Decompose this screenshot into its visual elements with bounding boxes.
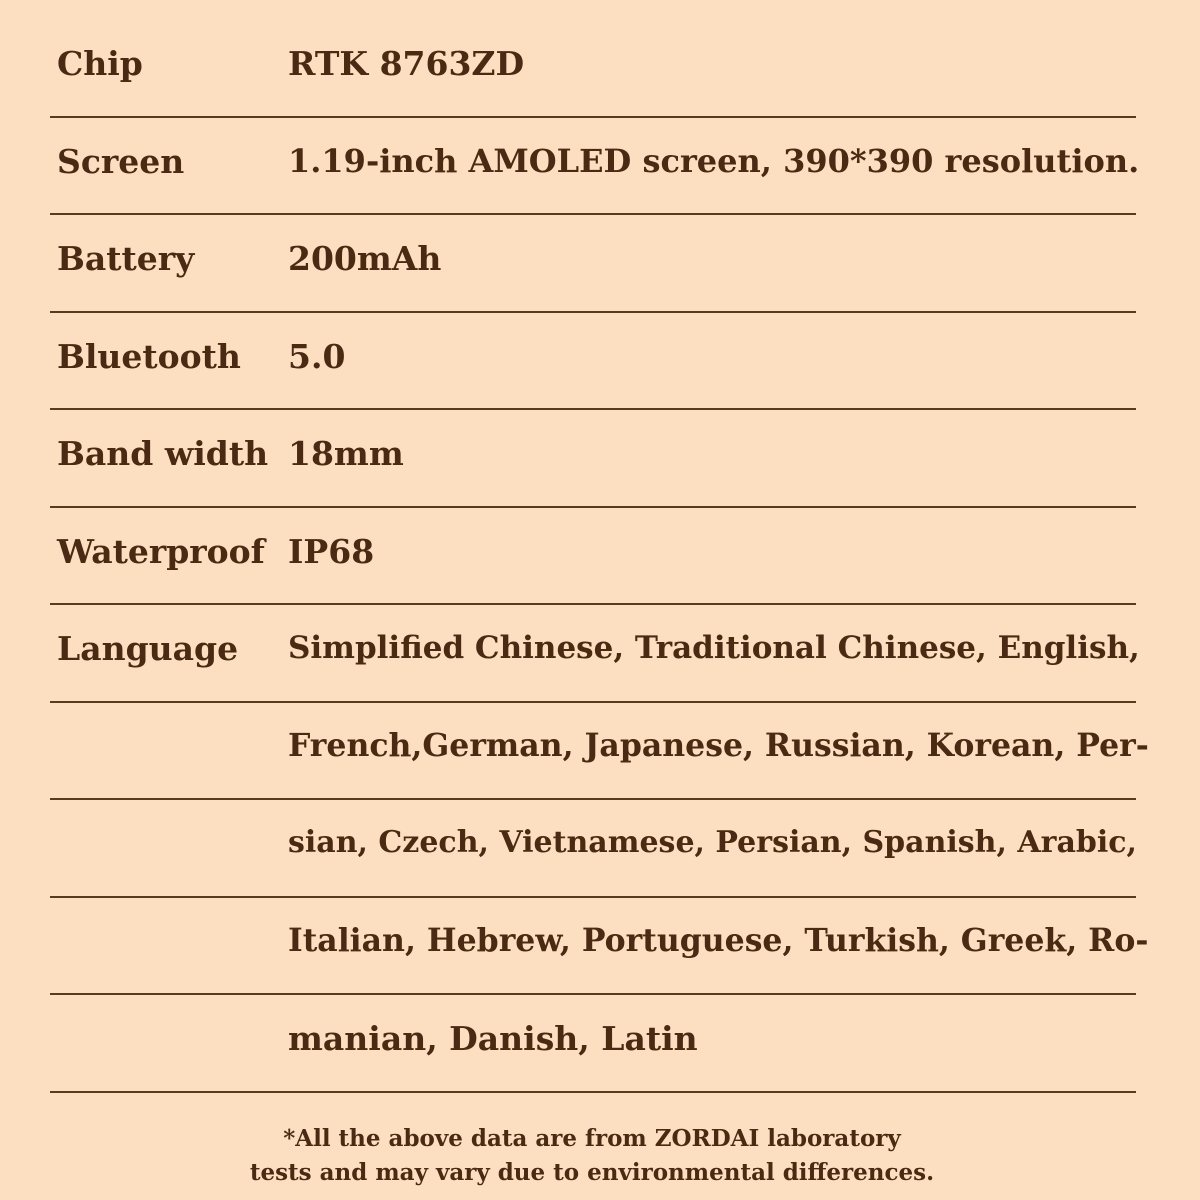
footnote-line-2: tests and may vary due to environmental differences. [249,1159,935,1186]
spec-label: Language [57,629,239,668]
spec-label: Bluetooth [57,336,241,376]
spec-value: RTK 8763ZD [288,44,525,83]
spec-label: Waterproof [57,531,265,571]
spec-value: 18mm [288,434,404,473]
spec-row-battery [50,215,1136,313]
spec-value: Simplified Chinese, Traditional Chinese, English, [288,630,1140,666]
spec-value: manian, Danish, Latin [288,1019,698,1058]
spec-row-chip [50,20,1136,118]
spec-value: French,German, Japanese, Russian, Korean, Per- [288,726,1149,764]
spec-row-language-cont [50,995,1136,1093]
spec-label: Band width [57,434,269,473]
spec-label: Battery [57,239,195,278]
spec-row-bluetooth [50,313,1136,411]
spec-row-language-cont [50,703,1149,801]
spec-table [50,20,1149,1093]
spec-value: IP68 [288,531,375,571]
spec-value: sian, Czech, Vietnamese, Persian, Spanish, Arabic, [288,825,1137,860]
spec-row-language-cont [50,800,1136,898]
spec-row-language [50,605,1140,703]
spec-value: 5.0 [288,336,346,376]
spec-row-language-cont [50,898,1149,996]
spec-value: 1.19-inch AMOLED screen, 390*390 resolution. [288,141,1140,180]
spec-value: 200mAh [288,239,442,278]
disclaimer-footnote [0,1122,1184,1190]
spec-row-waterproof [50,508,1136,606]
spec-value: Italian, Hebrew, Portuguese, Turkish, Greek, Ro- [288,921,1149,959]
spec-row-band-width [50,410,1136,508]
footnote-line-1: *All the above data are from ZORDAI laboratory [283,1125,901,1152]
spec-label: Chip [57,44,143,83]
spec-row-screen [50,118,1140,216]
spec-label: Screen [57,141,185,181]
